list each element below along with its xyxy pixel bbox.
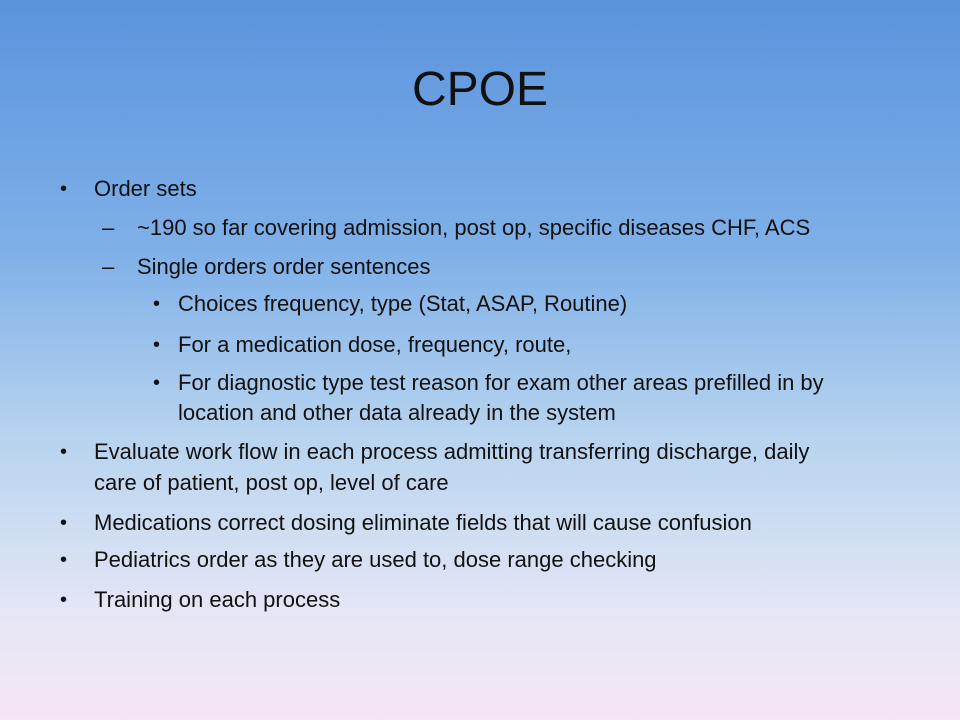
bullet-order-sets: Order sets xyxy=(94,176,197,201)
bullet-marker: • xyxy=(153,293,161,315)
bullet-marker: • xyxy=(60,589,68,611)
dash-marker: – xyxy=(102,254,115,279)
bullet-marker: • xyxy=(60,549,68,571)
bullet-training: Training on each process xyxy=(94,587,341,612)
bullet-marker: • xyxy=(153,334,161,356)
bullet-marker: • xyxy=(153,372,161,394)
subbullet-single-orders: Single orders order sentences xyxy=(137,254,431,279)
subsubbullet-diagnostic-line1: For diagnostic type test reason for exam other areas prefilled in by xyxy=(178,370,824,395)
slide-title: CPOE xyxy=(411,63,549,116)
bullet-marker: • xyxy=(60,441,68,463)
bullet-evaluate-line2: care of patient, post op, level of care xyxy=(94,470,449,495)
bullet-pediatrics: Pediatrics order as they are used to, dose range checking xyxy=(94,547,657,572)
subsubbullet-choices: Choices frequency, type (Stat, ASAP, Routine) xyxy=(178,291,628,316)
subbullet-order-set-count: ~190 so far covering admission, post op, specific diseases CHF, ACS xyxy=(137,215,811,240)
bullet-marker: • xyxy=(60,512,68,534)
subsubbullet-diagnostic-line2: location and other data already in the system xyxy=(178,400,616,425)
subsubbullet-medication: For a medication dose, frequency, route, xyxy=(178,332,572,357)
dash-marker: – xyxy=(102,215,115,240)
bullet-medications: Medications correct dosing eliminate fields that will cause confusion xyxy=(94,510,752,535)
bullet-evaluate-line1: Evaluate work flow in each process admitting transferring discharge, daily xyxy=(94,439,810,464)
bullet-marker: • xyxy=(60,178,68,200)
